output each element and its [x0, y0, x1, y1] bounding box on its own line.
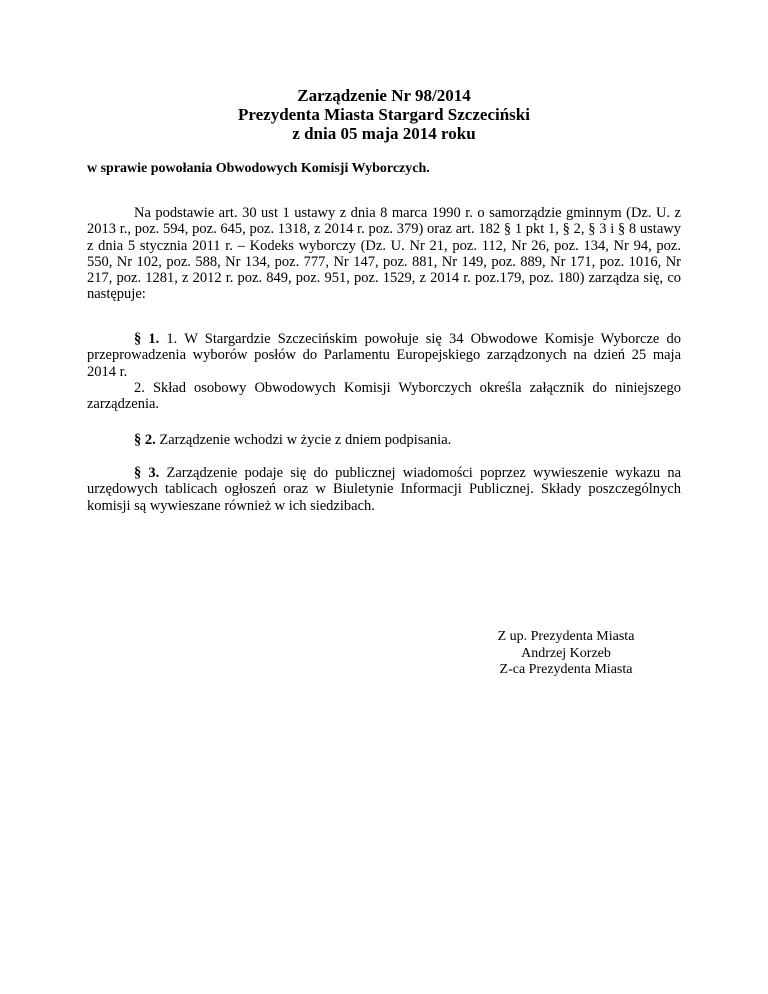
document-title: Zarządzenie Nr 98/2014 [297, 86, 471, 105]
signature-role: Z-ca Prezydenta Miasta [499, 662, 633, 677]
section-2-text: Zarządzenie wchodzi w życie z dniem podpisania. [155, 432, 452, 448]
section-2 [87, 432, 681, 448]
intro-paragraph [87, 205, 681, 303]
document-subject: w sprawie powołania Obwodowych Komisji Wyborczych. [87, 161, 430, 176]
signature-name: Andrzej Korzeb [521, 645, 611, 661]
document-issuer: Prezydenta Miasta Stargard Szczeciński [238, 105, 530, 124]
section-3 [87, 465, 681, 514]
section-1-number: § 1. [134, 331, 160, 347]
section-1-text: 1. W Stargardzie Szczecińskim powołuje się 34 Obwodowe Komisje Wyborcze do przeprowadzenia wyborów posłów do Parlamentu Europejskiego zarządzonych na dzień 25 maja 2014 r. [87, 331, 682, 380]
signature-authority: Z up. Prezydenta Miasta [497, 629, 635, 644]
signature-block [486, 629, 646, 679]
section-2-number: § 2. [134, 432, 156, 448]
section-3-text: Zarządzenie podaje się do publicznej wiadomości poprzez wywieszenie wykazu na urzędowych tablicach ogłoszeń oraz w Biuletynie Informacji Publicznej. Składy poszczególnych komisji są wywieszane również w ich siedzibach. [87, 465, 682, 514]
intro-text: Na podstawie art. 30 ust 1 ustawy z dnia 8 marca 1990 r. o samorządzie gminnym (Dz. U. z 2013 r., poz. 594, poz. 645, poz. 1318, z 2014 r. poz. 379) oraz art. 182 § 1 pkt 1, § 2, § 3 i § 8 ustawy z dnia 5 stycznia 2011 r. – Kodeks wyborczy (Dz. U. Nr 21, poz. 112, Nr 26, poz. 134, Nr 94, poz. 550, Nr 102, poz. 588, Nr 134, poz. 777, Nr 147, poz. 881, Nr 149, poz. 889, Nr 171, poz. 1016, Nr 217, poz. 1281, z 2012 r. poz. 849, poz. 951, poz. 1529, z 2014 r. poz.179, poz. 180) zarządza się, co następuje: [87, 205, 681, 303]
section-3-number: § 3. [134, 465, 160, 481]
section-1-subpoint: 2. Skład osobowy Obwodowych Komisji Wyborczych określa załącznik do niniejszego zarządzenia. [87, 379, 681, 413]
section-1 [87, 331, 681, 412]
document-date: z dnia 05 maja 2014 roku [292, 124, 476, 143]
document-header [0, 86, 768, 143]
